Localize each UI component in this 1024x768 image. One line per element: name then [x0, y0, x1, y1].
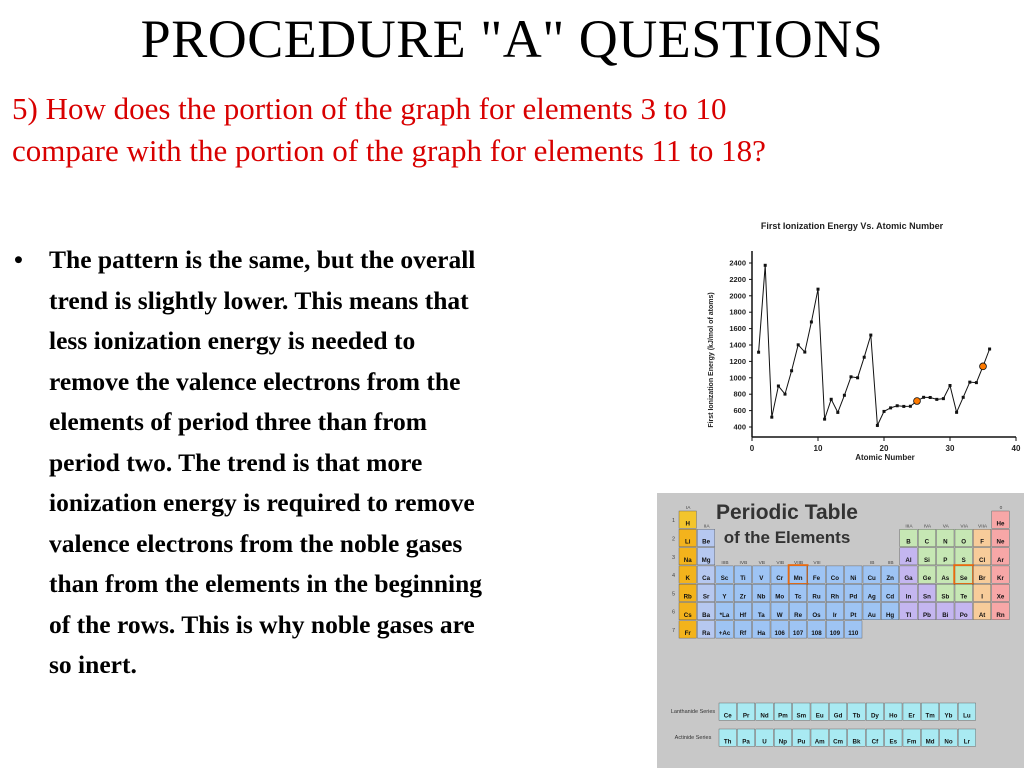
data-point [784, 393, 787, 396]
element-symbol: V [759, 575, 764, 583]
element-symbol: Fm [907, 738, 917, 746]
element-symbol: W [776, 611, 783, 619]
data-point [790, 369, 793, 372]
element-symbol: Po [959, 611, 968, 619]
x-tick-label: 40 [1011, 444, 1021, 453]
data-point [777, 385, 780, 388]
data-point [975, 381, 978, 384]
element-symbol: Rh [830, 593, 840, 601]
data-point-marked [980, 363, 987, 370]
data-point [764, 264, 767, 267]
periodic-table-image [657, 493, 1024, 768]
chart-axes [752, 251, 1016, 437]
element-symbol: Sb [941, 593, 950, 601]
x-tick-label: 10 [813, 444, 823, 453]
period-label: 3 [671, 554, 675, 561]
data-point [850, 375, 853, 378]
element-symbol: Rn [996, 611, 1005, 619]
chart-x-axis-label: Atomic Number [855, 453, 915, 462]
element-symbol: Ho [889, 712, 898, 720]
element-symbol: Sn [922, 593, 931, 601]
element-symbol: Fr [684, 630, 691, 638]
element-symbol: Mo [775, 593, 785, 601]
element-symbol: *La [719, 611, 730, 619]
question-line-2: compare with the portion of the graph for elements 11 to 18? [12, 133, 766, 168]
question-line-1: 5) How does the portion of the graph for elements 3 to 10 [12, 91, 727, 126]
element-symbol: 108 [811, 630, 822, 638]
element-symbol: Si [923, 556, 930, 564]
element-symbol: He [996, 520, 1005, 528]
group-label: IVB [739, 560, 748, 566]
group-label: VA [942, 524, 949, 530]
element-symbol: Dy [870, 712, 879, 720]
data-point [843, 394, 846, 397]
element-symbol: Lu [963, 712, 971, 720]
period-label: 2 [671, 536, 675, 543]
element-symbol: Ce [723, 712, 732, 720]
element-symbol: Mn [793, 575, 803, 583]
element-symbol: Fe [812, 575, 821, 583]
element-symbol: Na [683, 556, 692, 564]
element-symbol: Rf [739, 630, 747, 638]
group-label: VB [758, 560, 766, 566]
periodic-table-title: Periodic Table [716, 501, 858, 524]
question-text [12, 88, 1012, 172]
element-symbol: Te [960, 593, 968, 601]
element-symbol: Y [722, 593, 727, 601]
element-symbol: Hg [885, 611, 895, 619]
element-symbol: Pr [742, 712, 750, 720]
element-symbol: H [685, 520, 690, 528]
element-symbol: Md [925, 738, 935, 746]
data-point [889, 406, 892, 409]
y-tick-label: 1600 [729, 324, 746, 334]
element-symbol: Tb [852, 712, 861, 720]
data-point [823, 418, 826, 421]
slide-title: PROCEDURE "A" QUESTIONS [140, 9, 884, 69]
element-symbol: Zn [886, 575, 894, 583]
answer-line: period two. The trend is that more [49, 447, 423, 477]
element-symbol: Ca [702, 575, 711, 583]
element-symbol: Sr [702, 593, 710, 601]
data-point [935, 398, 938, 401]
element-symbol: Al [905, 556, 912, 564]
group-label: IIIB [721, 560, 729, 566]
data-point [883, 410, 886, 413]
element-symbol: Es [889, 738, 898, 746]
answer-line: ionization energy is required to remove [49, 488, 475, 517]
element-symbol: Np [778, 738, 788, 746]
answer-line: than from the elements in the beginning [49, 569, 483, 598]
data-point [817, 288, 820, 291]
element-symbol: C [924, 538, 930, 546]
data-point [876, 424, 879, 427]
lanthanide-label: Lanthanide Series [670, 709, 716, 715]
element-symbol: In [905, 593, 912, 601]
data-point [757, 351, 760, 354]
data-point [869, 334, 872, 337]
answer-bullet [12, 240, 632, 686]
element-symbol: Ni [850, 575, 857, 583]
answer-line: trend is slightly lower. This means that [49, 285, 469, 315]
group-label: IVA [923, 524, 932, 530]
element-symbol: I [981, 593, 983, 601]
element-symbol: Ga [904, 575, 913, 583]
element-symbol: +Ac [718, 630, 731, 638]
group-label: VIII [813, 560, 821, 566]
element-symbol: Cr [776, 575, 784, 583]
element-symbol: Er [908, 712, 915, 720]
y-tick-label: 2000 [729, 291, 746, 301]
element-symbol: Re [794, 611, 803, 619]
chart-series [757, 264, 991, 427]
element-symbol: Gd [833, 712, 843, 720]
data-point [770, 416, 773, 419]
data-point [902, 405, 905, 408]
y-tick-label: 400 [733, 422, 746, 432]
bullet-marker: • [14, 245, 23, 274]
answer-line: remove the valence electrons from the [49, 366, 461, 396]
data-point [896, 404, 899, 407]
element-symbol: Cu [867, 575, 876, 583]
group-label: IIA [703, 524, 710, 530]
data-point [856, 376, 859, 379]
period-label: 7 [671, 627, 675, 634]
element-symbol: 110 [848, 630, 859, 638]
y-tick-label: 1000 [729, 373, 746, 383]
group-label: VIA [960, 524, 969, 530]
data-point [955, 411, 958, 414]
element-symbol: Be [702, 538, 711, 546]
answer-text [49, 240, 632, 686]
element-symbol: 107 [792, 630, 804, 638]
element-symbol: Cf [871, 738, 879, 746]
element-symbol: S [961, 556, 966, 564]
element-symbol: Pd [849, 593, 858, 601]
data-point [929, 396, 932, 399]
group-label: 0 [999, 506, 1003, 511]
element-symbol: Zr [739, 593, 746, 601]
element-symbol: Tl [905, 611, 912, 619]
element-symbol: Au [867, 611, 876, 619]
element-symbol: Ha [757, 630, 766, 638]
element-symbol: Cd [885, 593, 895, 601]
period-label: 1 [671, 518, 675, 525]
data-point [942, 397, 945, 400]
chart-ticks [729, 259, 1021, 454]
period-label: 5 [671, 591, 675, 598]
element-symbol: P [943, 556, 948, 564]
x-tick-label: 30 [945, 444, 955, 453]
element-symbol: As [941, 575, 950, 583]
element-symbol: Pu [797, 738, 806, 746]
element-symbol: Br [978, 575, 986, 583]
ionization-energy-chart [700, 215, 1024, 475]
group-label: IIIA [905, 524, 913, 530]
data-point [830, 398, 833, 401]
y-tick-label: 1800 [729, 307, 746, 317]
data-point [922, 396, 925, 399]
data-point [949, 384, 952, 387]
answer-line: valence electrons from the noble gases [49, 528, 463, 558]
data-point [962, 396, 965, 399]
element-symbol: Pb [922, 611, 931, 619]
element-symbol: 109 [829, 630, 841, 638]
group-label: IB [869, 560, 875, 566]
y-tick-label: 1400 [729, 340, 746, 350]
data-point [968, 381, 971, 384]
element-symbol: Pt [850, 611, 857, 619]
element-symbol: Ar [997, 556, 1004, 564]
element-symbol: Cs [683, 611, 692, 619]
group-label: VIIA [978, 524, 988, 530]
element-symbol: K [685, 575, 690, 583]
element-symbol: Xe [996, 593, 1005, 601]
element-symbol: Th [723, 738, 732, 746]
y-tick-label: 2400 [729, 258, 746, 268]
y-tick-label: 1200 [729, 356, 746, 366]
y-tick-label: 800 [733, 389, 746, 399]
group-label: IA [685, 506, 691, 511]
periodic-table-svg [657, 493, 1024, 768]
chart-title: First Ionization Energy Vs. Atomic Number [760, 221, 944, 231]
element-symbol: Tc [794, 593, 802, 601]
element-symbol: Se [959, 575, 968, 583]
element-symbol: Os [812, 611, 821, 619]
group-label: VIB [776, 560, 785, 566]
element-symbol: Am [814, 738, 825, 746]
element-symbol: No [944, 738, 953, 746]
element-symbol: B [906, 538, 911, 546]
answer-line: of the rows. This is why noble gases are [49, 609, 475, 639]
element-symbol: Lr [963, 738, 970, 746]
series-line [759, 265, 990, 425]
data-point [863, 356, 866, 359]
x-tick-label: 0 [749, 444, 755, 453]
data-point [810, 320, 813, 323]
element-symbol: O [961, 538, 967, 546]
element-symbol: U [762, 738, 767, 746]
element-symbol: Ir [832, 611, 837, 619]
element-symbol: Ta [757, 611, 765, 619]
element-symbol: Nb [757, 593, 766, 601]
actinide-label: Actinide Series [674, 735, 712, 741]
element-symbol: Tm [925, 712, 935, 720]
element-symbol: 106 [774, 630, 785, 638]
element-symbol: Bi [942, 611, 949, 619]
element-symbol: Ba [702, 611, 711, 619]
data-point [797, 343, 800, 346]
element-symbol: Mg [701, 556, 711, 564]
data-point [803, 351, 806, 354]
element-symbol: Sc [720, 575, 729, 583]
element-symbol: Ne [996, 538, 1005, 546]
group-label: IIB [887, 560, 894, 566]
element-symbol: Bk [852, 738, 861, 746]
answer-line: so inert. [49, 650, 137, 679]
element-symbol: Pm [778, 712, 788, 720]
period-label: 4 [671, 573, 675, 580]
element-symbol: Pa [742, 738, 750, 746]
element-symbol: Ru [812, 593, 821, 601]
element-symbol: Li [684, 538, 691, 546]
element-symbol: Ti [740, 575, 746, 583]
element-symbol: Sm [796, 712, 807, 720]
element-symbol: Cm [833, 738, 844, 746]
element-symbol: Nd [760, 712, 769, 720]
element-symbol: Yb [944, 712, 953, 720]
group-label: VIIB [794, 560, 804, 566]
element-symbol: Ge [922, 575, 932, 583]
element-symbol: At [978, 611, 986, 619]
answer-line: elements of period three than from [49, 407, 427, 436]
y-tick-label: 600 [733, 406, 746, 416]
answer-line: The pattern is the same, but the overall [49, 245, 476, 274]
element-symbol: Co [830, 575, 840, 583]
answer-line: less ionization energy is needed to [49, 326, 416, 355]
element-symbol: F [980, 538, 984, 546]
element-symbol: Eu [815, 712, 824, 720]
element-symbol: Kr [997, 575, 1004, 583]
data-point [909, 405, 912, 408]
element-symbol: Cl [979, 556, 986, 564]
element-symbol: N [943, 538, 948, 546]
element-symbol: Ag [867, 593, 876, 601]
element-symbol: Rb [683, 593, 692, 601]
element-symbol: Ra [702, 630, 711, 638]
periodic-table-subtitle: of the Elements [723, 528, 851, 547]
y-tick-label: 2200 [729, 274, 746, 284]
chart-y-axis-label: First Ionization Energy (kJ/mol of atoms) [708, 292, 715, 428]
element-symbol: Hf [739, 611, 747, 619]
x-tick-label: 20 [879, 444, 889, 453]
period-label: 6 [671, 609, 675, 616]
data-point [836, 411, 839, 414]
data-point-marked [914, 398, 921, 405]
data-point [988, 348, 991, 351]
